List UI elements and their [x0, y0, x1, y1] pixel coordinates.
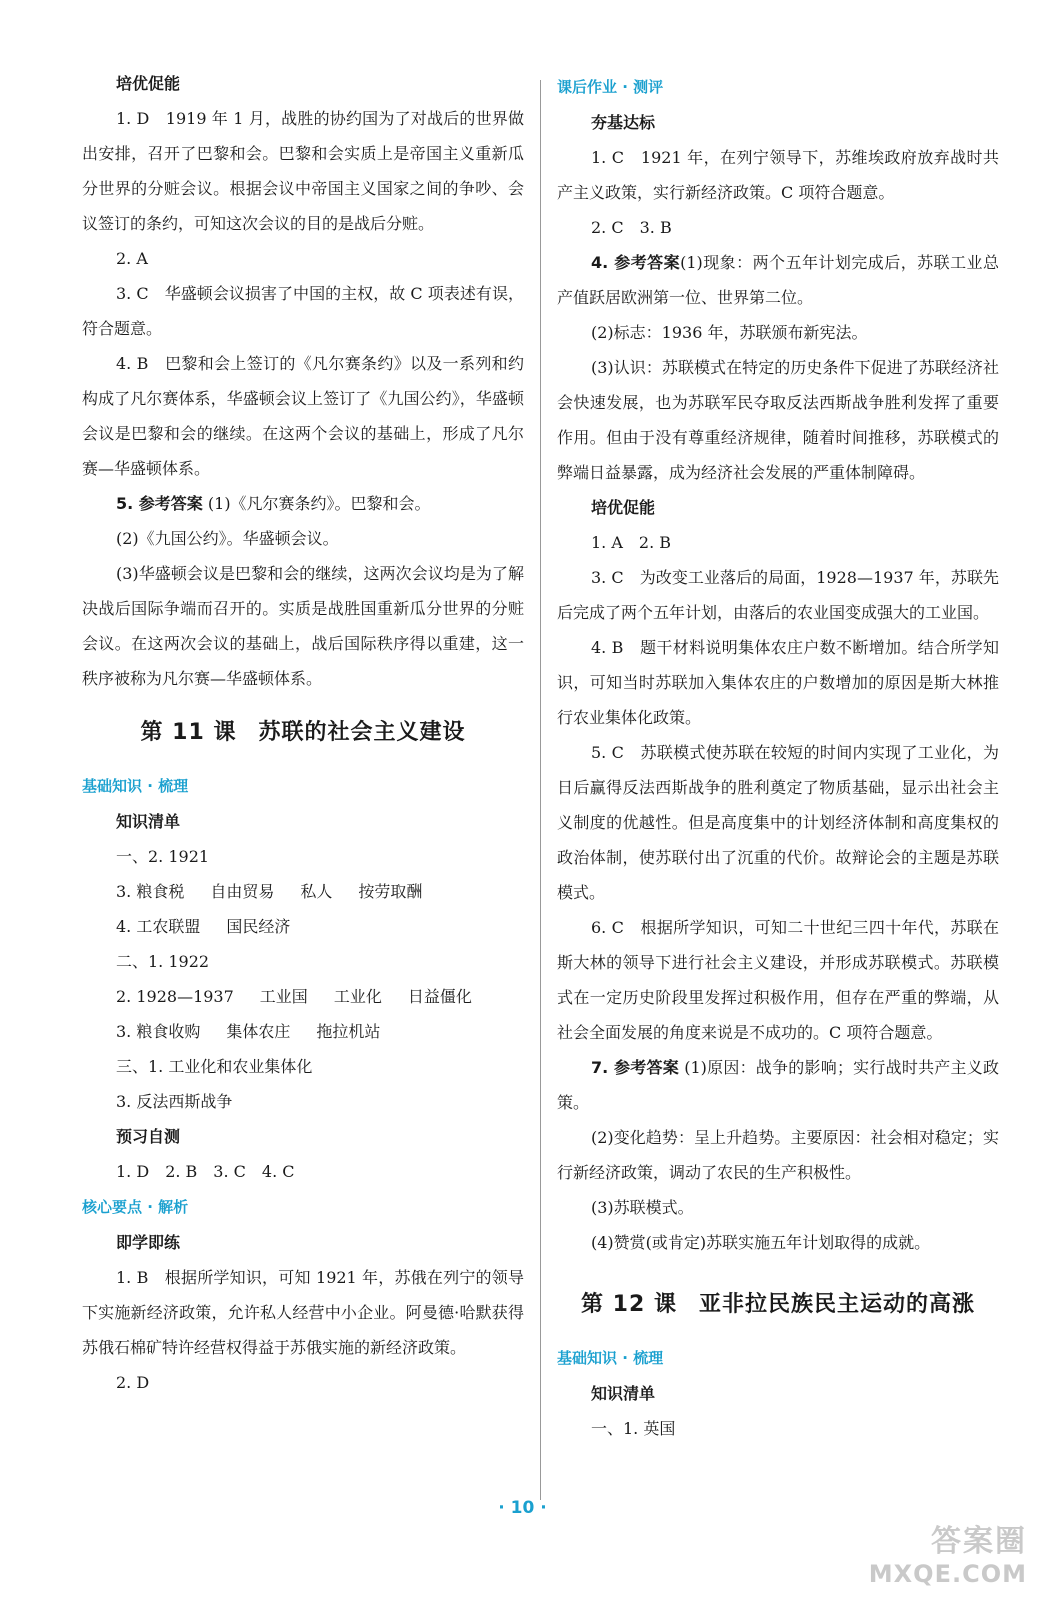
lesson-title: 苏联的社会主义建设: [258, 720, 466, 745]
answer-item: 1. D 1919 年 1 月，战胜的协约国为了对战后的世界做出安排，召开了巴黎和会。巴黎和会实质上是帝国主义重新瓜分世界的分赃会议。根据会议中帝国主义国家之间的争吵、会议签订的条约，可知这次会议的目的是战后分赃。: [82, 109, 524, 233]
answer-item: (3)认识：苏联模式在特定的历史条件下促进了苏联经济社会快速发展，也为苏联军民夺取反法西斯战争胜利发挥了重要作用。但由于没有尊重经济规律，随着时间推移，苏联模式的弊端日益暴露，成为经济社会发展的严重体制障碍。: [557, 358, 999, 482]
answer-label: 5. 参考答案: [116, 494, 203, 513]
answer-text: (1)现象：两个五年计划完成后，苏联工业总产值跃居欧洲第一位、世界第二位。: [557, 253, 999, 307]
answer-label: 7. 参考答案: [591, 1058, 679, 1077]
column-divider: [540, 80, 541, 1500]
lesson-number: 第 12 课: [581, 1292, 677, 1317]
answer-text: (1)《凡尔赛条约》。巴黎和会。: [207, 494, 431, 513]
answer-item: 1. B 根据所学知识，可知 1921 年，苏俄在列宁的领导下实施新经济政策，允许私人经营中小企业。阿曼德·哈默获得苏俄石棉矿特许经营权得益于苏俄实施的新经济政策。: [82, 1268, 524, 1357]
knowledge-item: 一、2. 1921: [116, 847, 210, 866]
section-tag-homework: 课后作业 · 测评: [557, 78, 664, 96]
section-tag-basic: 基础知识 · 梳理: [557, 1349, 664, 1367]
knowledge-item: 2. 1928—1937 工业国 工业化 日益僵化: [116, 987, 472, 1006]
lesson-number: 第 11 课: [140, 720, 237, 745]
watermark-logo: [869, 1516, 1027, 1588]
answer-item: 2. A: [116, 249, 148, 268]
subheading-zhishi: 知识清单: [591, 1384, 656, 1403]
answer-item: 3. C 华盛顿会议损害了中国的主权，故 C 项表述有误，符合题意。: [82, 284, 524, 338]
section-tag-core: 核心要点 · 解析: [82, 1198, 189, 1216]
knowledge-item: 3. 反法西斯战争: [116, 1092, 233, 1111]
answer-item: (2)《九国公约》。华盛顿会议。: [116, 529, 339, 548]
page-number: · 10 ·: [498, 1498, 547, 1518]
section-tag-basic: 基础知识 · 梳理: [82, 777, 189, 795]
right-column: [557, 66, 999, 1446]
lesson-11-heading: [82, 702, 524, 764]
answer-item: (3)苏联模式。: [591, 1198, 694, 1217]
section-heading-peiyou: 培优促能: [591, 498, 656, 517]
answer-text: (1)原因：战争的影响；实行战时共产主义政策。: [557, 1058, 999, 1112]
answer-item: 2. D: [116, 1373, 150, 1392]
answer-item: 5. C 苏联模式使苏联在较短的时间内实现了工业化，为日后赢得反法西斯战争的胜利奠定了物质基础，显示出社会主义制度的优越性。但是高度集中的计划经济体制和高度集权的政治体制，使苏联付出了沉重的代价。故辩论会的主题是苏联模式。: [557, 743, 999, 902]
watermark-text: 答案圈: [931, 1524, 1027, 1559]
subheading-zhishi: 知识清单: [116, 812, 181, 831]
answer-item: 2. C 3. B: [591, 218, 672, 237]
answer-item: 4. B 题干材料说明集体农庄户数不断增加。结合所学知识，可知当时苏联加入集体农庄的户数增加的原因是斯大林推行农业集体化政策。: [557, 638, 999, 727]
knowledge-item: 3. 粮食税 自由贸易 私人 按劳取酬: [116, 882, 423, 901]
knowledge-item: 4. 工农联盟 国民经济: [116, 917, 291, 936]
answer-item: (2)变化趋势：呈上升趋势。主要原因：社会相对稳定；实行新经济政策，调动了农民的生产积极性。: [557, 1128, 999, 1182]
subheading-duoji: 夯基达标: [591, 113, 656, 132]
knowledge-item: 3. 粮食收购 集体农庄 拖拉机站: [116, 1022, 381, 1041]
answer-item: 3. C 为改变工业落后的局面，1928—1937 年，苏联先后完成了两个五年计划，由落后的农业国变成强大的工业国。: [557, 568, 999, 622]
section-heading-peiyou: 培优促能: [116, 74, 181, 93]
left-column: [82, 66, 524, 1400]
subheading-yuxi: 预习自测: [116, 1127, 181, 1146]
answer-item: [557, 1050, 999, 1120]
lesson-12-heading: [557, 1274, 999, 1336]
answer-row: 1. D 2. B 3. C 4. C: [116, 1162, 295, 1181]
knowledge-item: 三、1. 工业化和农业集体化: [116, 1057, 313, 1076]
answer-item: [82, 486, 524, 521]
answer-label: 4. 参考答案: [591, 253, 681, 272]
answer-item: 1. A 2. B: [591, 533, 672, 552]
answer-item: (4)赞赏(或肯定)苏联实施五年计划取得的成就。: [591, 1233, 931, 1252]
answer-item: 4. B 巴黎和会上签订的《凡尔赛条约》以及一系列和约构成了凡尔赛体系，华盛顿会议上签订了《九国公约》，华盛顿会议是巴黎和会的继续。在这两个会议的基础上，形成了凡尔赛—华盛顿体系。: [82, 354, 524, 478]
watermark-url: MXQE.COM: [868, 1560, 1027, 1588]
answer-item: (2)标志：1936 年，苏联颁布新宪法。: [591, 323, 868, 342]
subheading-jixue: 即学即练: [116, 1233, 181, 1252]
answer-item: (3)华盛顿会议是巴黎和会的继续，这两次会议均是为了解决战后国际争端而召开的。实质是战胜国重新瓜分世界的分赃会议。在这两次会议的基础上，战后国际秩序得以重建，这一秩序被称为凡尔赛—华盛顿体系。: [82, 564, 524, 688]
lesson-title: 亚非拉民族民主运动的高涨: [698, 1292, 975, 1317]
knowledge-item: 一、1. 英国: [591, 1419, 676, 1438]
answer-item: 6. C 根据所学知识，可知二十世纪三四十年代，苏联在斯大林的领导下进行社会主义建设，并形成苏联模式。苏联模式在一定历史阶段里发挥过积极作用，但存在严重的弊端，从社会全面发展的角度来说是不成功的。C 项符合题意。: [557, 918, 999, 1042]
knowledge-item: 二、1. 1922: [116, 952, 210, 971]
answer-item: 1. C 1921 年，在列宁领导下，苏维埃政府放弃战时共产主义政策，实行新经济政策。C 项符合题意。: [557, 148, 999, 202]
answer-item: [557, 245, 999, 315]
